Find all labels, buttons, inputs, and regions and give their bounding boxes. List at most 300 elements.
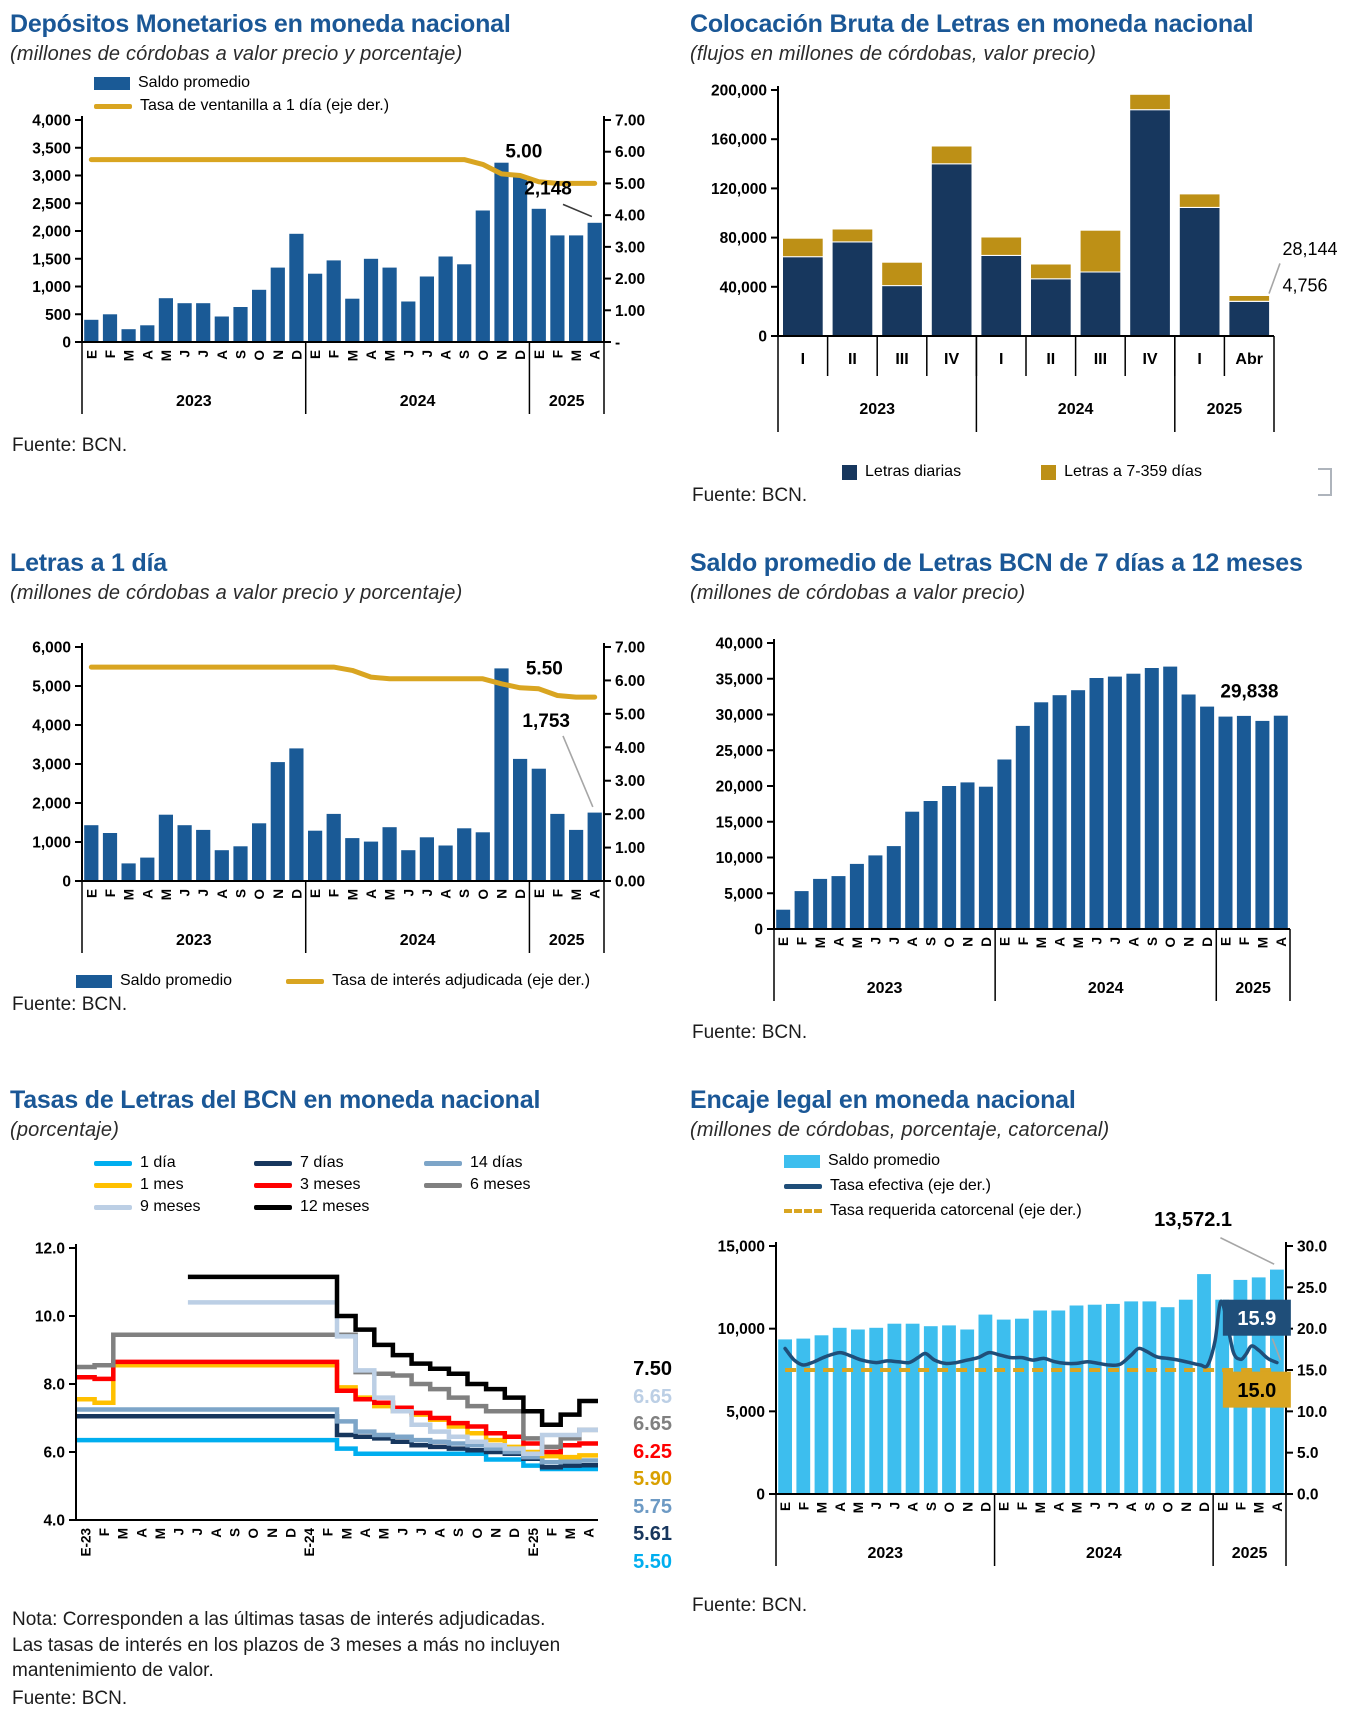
end-value-label: 6.65 bbox=[633, 1385, 672, 1408]
bar bbox=[1161, 1307, 1175, 1494]
bar bbox=[140, 858, 154, 881]
month-label: J bbox=[401, 889, 417, 897]
month-label: J bbox=[886, 937, 902, 945]
bar bbox=[401, 302, 415, 343]
month-label: O bbox=[1160, 1502, 1176, 1513]
month-label: A bbox=[1052, 937, 1068, 947]
bar bbox=[569, 830, 583, 881]
bar bbox=[327, 814, 341, 881]
right-axis-tick-label: 25.0 bbox=[1297, 1279, 1328, 1297]
month-label: M bbox=[1071, 937, 1087, 949]
month-label: J bbox=[177, 889, 193, 897]
bar bbox=[364, 259, 378, 342]
month-label: M bbox=[382, 350, 398, 362]
left-axis-tick-label: 0 bbox=[756, 1486, 765, 1504]
page-title: Saldo promedio de Letras BCN de 7 días a 12 meses bbox=[690, 549, 1303, 577]
note-line: mantenimiento de valor. bbox=[12, 1660, 214, 1682]
right-axis-tick-label: 5.0 bbox=[1297, 1445, 1319, 1463]
right-axis-tick-label: 30.0 bbox=[1297, 1238, 1328, 1256]
month-label: E bbox=[308, 889, 324, 899]
year-label: 2023 bbox=[859, 401, 895, 418]
month-label: D bbox=[289, 350, 305, 360]
leader-line bbox=[563, 204, 592, 216]
month-label: M bbox=[158, 889, 174, 901]
year-label: 2023 bbox=[866, 980, 903, 997]
legend-label: 3 meses bbox=[300, 1176, 361, 1193]
year-label: 2025 bbox=[548, 932, 585, 949]
right-axis-tick-label: 6.00 bbox=[615, 672, 646, 690]
annotation-value: 1,753 bbox=[522, 710, 570, 732]
month-label: J bbox=[177, 350, 193, 358]
legend-label: Saldo promedio bbox=[120, 972, 233, 989]
stacked-bar-segment bbox=[981, 255, 1022, 336]
year-label: 2025 bbox=[1235, 980, 1271, 997]
page-title: Depósitos Monetarios en moneda nacional bbox=[10, 10, 511, 38]
square-swatch-icon bbox=[842, 465, 857, 480]
left-axis-tick-label: 2,000 bbox=[32, 223, 71, 241]
quarter-label: III bbox=[1093, 351, 1108, 368]
right-axis-tick-label: 5.00 bbox=[615, 175, 646, 193]
bar bbox=[308, 274, 322, 342]
left-axis-tick-label: 5,000 bbox=[726, 1403, 765, 1421]
bar bbox=[1126, 674, 1140, 929]
saldo-letras-7d-12m-svg bbox=[690, 613, 1354, 1013]
month-label: O bbox=[942, 937, 958, 948]
bar bbox=[888, 1324, 902, 1494]
bar bbox=[550, 235, 564, 342]
line-swatch-icon bbox=[254, 1183, 292, 1188]
note-line: Nota: Corresponden a las últimas tasas de interés adjudicadas. bbox=[12, 1609, 546, 1630]
bar bbox=[906, 1324, 920, 1494]
legend-item bbox=[842, 463, 961, 481]
month-label: D bbox=[507, 1528, 523, 1538]
bar bbox=[252, 290, 266, 342]
bar bbox=[942, 1325, 956, 1494]
bar bbox=[494, 668, 508, 881]
month-label: F bbox=[320, 1528, 336, 1537]
month-label: M bbox=[1255, 937, 1271, 949]
month-label: M bbox=[152, 1528, 168, 1540]
month-label: E-25 bbox=[525, 1528, 541, 1557]
page-title: Colocación Bruta de Letras en moneda nacional bbox=[690, 10, 1254, 38]
line-swatch-icon bbox=[94, 1183, 132, 1188]
colocacion-bruta-svg bbox=[690, 74, 1354, 454]
month-label: O bbox=[252, 889, 268, 900]
bar bbox=[289, 748, 303, 881]
line-swatch-icon bbox=[254, 1205, 292, 1210]
bar bbox=[345, 299, 359, 342]
saldo7d12m-chart bbox=[690, 613, 1354, 1018]
month-label: N bbox=[1181, 937, 1197, 947]
stack-Letras diarias bbox=[783, 110, 1270, 336]
left-axis-tick-label: 12.0 bbox=[34, 1240, 65, 1258]
bar bbox=[84, 825, 98, 881]
month-label: S bbox=[233, 889, 249, 899]
month-label: M bbox=[115, 1528, 131, 1540]
bar bbox=[532, 769, 546, 881]
stacked-bar-segment bbox=[1080, 230, 1121, 272]
bar bbox=[942, 786, 956, 929]
month-label: S bbox=[451, 1528, 467, 1538]
year-label: 2025 bbox=[1231, 1545, 1268, 1562]
bar bbox=[196, 303, 210, 342]
stacked-bar-segment bbox=[1179, 194, 1220, 208]
left-axis-tick-label: 2,000 bbox=[32, 795, 71, 813]
month-label: M bbox=[814, 1502, 830, 1514]
bar bbox=[1016, 726, 1030, 929]
page-title: Tasas de Letras del BCN en moneda nacional bbox=[10, 1086, 541, 1114]
bar bbox=[178, 303, 192, 342]
bar bbox=[960, 1330, 974, 1495]
month-label: A bbox=[363, 889, 379, 899]
month-label: A bbox=[831, 937, 847, 947]
left-axis-tick-label: 10,000 bbox=[717, 1321, 765, 1339]
bar bbox=[1108, 677, 1122, 929]
bar bbox=[1200, 707, 1214, 929]
month-label: A bbox=[214, 350, 230, 360]
bar bbox=[1106, 1304, 1120, 1494]
line-9 meses bbox=[188, 1302, 598, 1453]
right-axis-tick-label: 20.0 bbox=[1297, 1321, 1328, 1339]
month-label: A bbox=[214, 889, 230, 899]
month-label: D bbox=[1197, 1502, 1213, 1512]
month-label: A bbox=[432, 1528, 448, 1538]
bar bbox=[1088, 1305, 1102, 1494]
month-label: E-23 bbox=[78, 1528, 94, 1557]
year-label: 2025 bbox=[1206, 401, 1243, 418]
bar bbox=[252, 823, 266, 881]
bar bbox=[997, 760, 1011, 930]
month-label: D bbox=[289, 889, 305, 899]
legend-item bbox=[784, 1202, 1082, 1220]
quarter-label: IV bbox=[944, 351, 960, 368]
bar bbox=[924, 801, 938, 929]
month-label: F bbox=[102, 889, 118, 898]
month-label: A bbox=[1126, 937, 1142, 947]
month-label: D bbox=[283, 1528, 299, 1538]
month-label: M bbox=[813, 937, 829, 949]
bar bbox=[383, 827, 397, 881]
legend-label: 14 días bbox=[470, 1154, 523, 1171]
left-axis-tick-label: 40,000 bbox=[715, 635, 763, 653]
bar bbox=[887, 846, 901, 929]
left-axis-tick-label: 6,000 bbox=[32, 639, 71, 657]
stacked-bar-segment bbox=[783, 238, 824, 257]
left-axis-tick-label: 0 bbox=[758, 328, 767, 346]
month-label: N bbox=[488, 1528, 504, 1538]
legend-item bbox=[94, 74, 389, 92]
annotation-value: 28,144 bbox=[1282, 238, 1338, 259]
bar bbox=[1070, 1306, 1084, 1495]
left-axis-tick-label: 1,000 bbox=[32, 834, 71, 852]
month-label: A bbox=[438, 350, 454, 360]
end-value-label: 7.50 bbox=[633, 1358, 672, 1380]
month-label: J bbox=[1087, 1502, 1103, 1510]
bar bbox=[851, 1330, 865, 1495]
month-label: D bbox=[513, 889, 529, 899]
year-label: 2024 bbox=[399, 393, 436, 410]
bars-Saldo promedio bbox=[776, 667, 1288, 929]
year-label: 2023 bbox=[176, 932, 212, 949]
left-axis-tick-label: 25,000 bbox=[715, 742, 763, 760]
legend-item bbox=[94, 1154, 254, 1172]
month-label: O bbox=[475, 889, 491, 900]
legend-item bbox=[1041, 463, 1202, 481]
bars-Saldo promedio bbox=[84, 668, 602, 881]
month-label: M bbox=[345, 350, 361, 362]
left-axis-tick-label: 8.0 bbox=[43, 1376, 65, 1394]
legend-item bbox=[784, 1177, 1082, 1195]
right-axis-tick-label: 4.00 bbox=[615, 739, 646, 757]
right-axis-tick-label: 7.00 bbox=[615, 639, 646, 657]
legend-label: Saldo promedio bbox=[138, 74, 251, 91]
month-label: J bbox=[419, 350, 435, 358]
end-value-label: 5.61 bbox=[633, 1523, 672, 1545]
month-label: E bbox=[84, 350, 100, 360]
year-label: 2024 bbox=[1086, 1545, 1122, 1562]
legend-item bbox=[76, 972, 232, 990]
month-label: E-24 bbox=[302, 1528, 318, 1557]
bar bbox=[1053, 695, 1067, 929]
month-label: F bbox=[1233, 1502, 1249, 1511]
square-swatch-icon bbox=[1041, 465, 1056, 480]
month-label: O bbox=[1163, 937, 1179, 948]
month-label: A bbox=[357, 1528, 373, 1538]
month-label: M bbox=[1251, 1502, 1267, 1514]
left-axis-tick-label: 3,000 bbox=[32, 756, 71, 774]
month-label: A bbox=[587, 889, 603, 899]
quarter-label: I bbox=[1197, 351, 1202, 368]
end-value-label: 5.90 bbox=[633, 1468, 672, 1490]
legend-item bbox=[94, 1198, 254, 1216]
legend-label: Letras a 7-359 días bbox=[1064, 463, 1202, 480]
right-axis-tick-label: 1.00 bbox=[615, 840, 646, 858]
month-label: S bbox=[1144, 937, 1160, 947]
left-axis-tick-label: 3,000 bbox=[32, 168, 71, 185]
year-label: 2023 bbox=[176, 393, 212, 410]
month-label: F bbox=[326, 350, 342, 359]
month-label: N bbox=[960, 937, 976, 947]
bar bbox=[122, 329, 136, 342]
stray-box-glyph bbox=[1318, 468, 1332, 496]
year-label: 2024 bbox=[1087, 980, 1124, 997]
bar bbox=[924, 1326, 938, 1494]
right-axis-tick-label: 7.00 bbox=[615, 112, 646, 130]
year-label: 2023 bbox=[867, 1545, 904, 1562]
bar bbox=[401, 850, 415, 881]
right-axis-tick-label: 0.00 bbox=[615, 873, 646, 891]
bar bbox=[832, 876, 846, 929]
page-title: Letras a 1 día bbox=[10, 549, 168, 577]
source-note: Fuente: BCN. bbox=[12, 994, 128, 1015]
left-axis-tick-label: 1,000 bbox=[32, 279, 71, 296]
month-label: E bbox=[778, 1502, 794, 1512]
panel-subtitle: (flujos en millones de córdobas, valor precio) bbox=[690, 43, 1097, 65]
left-axis-tick-label: 20,000 bbox=[715, 778, 763, 796]
legend-label: Tasa efectiva (eje der.) bbox=[830, 1177, 991, 1194]
bar bbox=[532, 209, 546, 342]
right-axis-tick-label: 4.00 bbox=[615, 207, 646, 225]
bar bbox=[420, 277, 434, 343]
month-label: M bbox=[563, 1528, 579, 1540]
bar bbox=[569, 235, 583, 342]
bar bbox=[1071, 690, 1085, 929]
bar-swatch-icon bbox=[94, 77, 130, 90]
stacked-bar-segment bbox=[783, 257, 824, 336]
stacked-bar-segment bbox=[1130, 110, 1171, 336]
stacked-bar-segment bbox=[981, 237, 1022, 255]
month-label: S bbox=[457, 350, 473, 360]
line-swatch-icon bbox=[94, 104, 132, 109]
bar bbox=[159, 815, 173, 881]
month-label: J bbox=[419, 889, 435, 897]
left-axis-tick-label: 5,000 bbox=[724, 885, 763, 903]
month-label: F bbox=[1015, 937, 1031, 946]
left-axis-tick-label: 10.0 bbox=[34, 1308, 65, 1326]
bar bbox=[1255, 721, 1269, 929]
right-axis-tick-label: 3.00 bbox=[615, 239, 646, 257]
month-label: E bbox=[1215, 1502, 1231, 1512]
stacked-bar-segment bbox=[1179, 208, 1220, 337]
end-value-label: 6.65 bbox=[633, 1413, 672, 1435]
annotation-value: 15.9 bbox=[1237, 1308, 1277, 1331]
panel-subtitle: (millones de córdobas a valor precio y porcentaje) bbox=[10, 43, 463, 65]
bar bbox=[979, 1315, 993, 1494]
bar-swatch-icon bbox=[784, 1155, 820, 1168]
bar bbox=[439, 846, 453, 882]
legend bbox=[94, 1154, 584, 1216]
legend bbox=[690, 463, 1354, 481]
left-axis-tick-label: 120,000 bbox=[710, 180, 767, 198]
line-Tasa de interés adjudicada (eje der.) bbox=[91, 667, 594, 697]
panel-tasas-letras bbox=[10, 1084, 674, 1710]
month-label: J bbox=[196, 889, 212, 897]
bar bbox=[457, 828, 471, 881]
legend-item bbox=[254, 1198, 424, 1216]
month-label: J bbox=[401, 350, 417, 358]
legend bbox=[784, 1152, 1082, 1220]
month-label: E bbox=[84, 889, 100, 899]
bar bbox=[271, 762, 285, 881]
bar bbox=[979, 787, 993, 929]
legend-label: Tasa de interés adjudicada (eje der.) bbox=[332, 972, 591, 989]
bar bbox=[1179, 1300, 1193, 1494]
panel-depositos-monetarios bbox=[10, 8, 674, 507]
quarter-label: IV bbox=[1142, 351, 1158, 368]
month-label: O bbox=[252, 350, 268, 361]
letras-1-dia-svg bbox=[10, 613, 674, 965]
depositos-monetarios-svg bbox=[10, 74, 674, 426]
bar bbox=[196, 830, 210, 881]
month-label: N bbox=[270, 889, 286, 899]
month-label: M bbox=[345, 889, 361, 901]
month-label: O bbox=[942, 1502, 958, 1513]
encaje-chart bbox=[690, 1150, 1354, 1591]
month-label: M bbox=[569, 889, 585, 901]
legend-item bbox=[424, 1154, 584, 1172]
panel-encaje-legal bbox=[690, 1084, 1354, 1710]
left-axis-tick-label: 0 bbox=[754, 921, 763, 939]
left-axis-tick-label: 4.0 bbox=[43, 1512, 65, 1530]
month-label: M bbox=[382, 889, 398, 901]
panel-colocacion-bruta bbox=[690, 8, 1354, 507]
quarter-label: I bbox=[998, 351, 1004, 368]
left-axis-tick-label: 40,000 bbox=[719, 279, 767, 297]
month-label: J bbox=[196, 350, 212, 358]
bar bbox=[215, 317, 229, 343]
end-value-label: 6.25 bbox=[633, 1440, 672, 1463]
source-note: Fuente: BCN. bbox=[692, 1022, 808, 1043]
bar bbox=[439, 257, 453, 343]
bar bbox=[513, 759, 527, 881]
right-axis-tick-label: 2.00 bbox=[615, 271, 646, 289]
month-label: O bbox=[475, 350, 491, 361]
left-axis-tick-label: 15,000 bbox=[715, 814, 763, 832]
bars-Saldo promedio bbox=[778, 1270, 1284, 1494]
bar bbox=[494, 163, 508, 342]
bar bbox=[476, 832, 490, 881]
bar bbox=[420, 837, 434, 881]
month-label: A bbox=[134, 1528, 150, 1538]
month-label: D bbox=[978, 937, 994, 947]
colocacion-chart bbox=[690, 74, 1354, 459]
month-label: M bbox=[850, 1502, 866, 1514]
month-label: N bbox=[960, 1502, 976, 1512]
month-label: A bbox=[832, 1502, 848, 1512]
month-label: J bbox=[190, 1528, 206, 1536]
legend-item bbox=[254, 1154, 424, 1172]
legend-label: 6 meses bbox=[470, 1176, 531, 1193]
bar bbox=[457, 264, 471, 342]
right-axis-tick-label: 15.0 bbox=[1297, 1362, 1328, 1380]
month-label: M bbox=[849, 937, 865, 949]
bar bbox=[868, 855, 882, 929]
month-label: A bbox=[438, 889, 454, 899]
line-swatch-icon bbox=[286, 979, 324, 984]
month-label: E bbox=[1218, 937, 1234, 947]
stacked-bar-segment bbox=[1130, 94, 1171, 109]
month-label: D bbox=[1200, 937, 1216, 947]
left-axis-tick-label: 500 bbox=[45, 306, 71, 324]
bar bbox=[1274, 716, 1288, 929]
dash-swatch-icon bbox=[784, 1209, 822, 1213]
stacked-bar-segment bbox=[832, 242, 873, 336]
bar bbox=[1015, 1319, 1029, 1494]
legend-label: 9 meses bbox=[140, 1198, 201, 1215]
bar bbox=[1237, 716, 1251, 929]
bar bbox=[869, 1328, 883, 1494]
quarter-label: II bbox=[847, 351, 857, 368]
month-label: J bbox=[887, 1502, 903, 1510]
bar bbox=[588, 223, 602, 342]
month-label: E bbox=[776, 937, 792, 947]
month-label: J bbox=[1107, 937, 1123, 945]
bar bbox=[178, 825, 192, 881]
bar-swatch-icon bbox=[76, 975, 112, 988]
left-axis-tick-label: 5,000 bbox=[32, 678, 71, 696]
right-axis-tick-label: 6.00 bbox=[615, 144, 646, 162]
month-label: D bbox=[513, 350, 529, 360]
month-label: M bbox=[121, 889, 137, 901]
month-label: F bbox=[1014, 1502, 1030, 1511]
month-label: A bbox=[1124, 1502, 1140, 1512]
bar bbox=[1090, 678, 1104, 929]
left-axis-tick-label: 2,500 bbox=[32, 195, 71, 213]
month-label: O bbox=[246, 1528, 262, 1539]
leader-line bbox=[1269, 263, 1280, 293]
bar bbox=[905, 812, 919, 929]
legend-label: 1 día bbox=[140, 1154, 176, 1171]
